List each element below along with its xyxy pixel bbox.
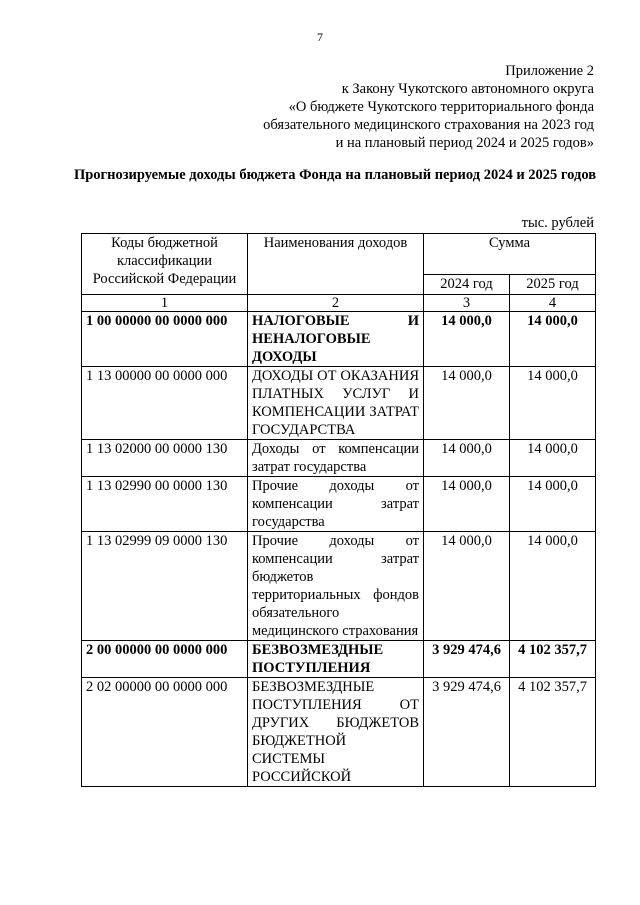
row-code: 2 02 00000 00 0000 000 xyxy=(82,678,248,787)
row-name: БЕЗВОЗМЕЗДНЫЕ ПОСТУПЛЕНИЯ ОТ ДРУГИХ БЮДЖЕТОВ БЮДЖЕТНОЙ СИСТЕМЫ РОССИЙСКОЙ xyxy=(248,678,424,787)
row-value-2024: 3 929 474,6 xyxy=(424,678,510,787)
row-value-2024: 14 000,0 xyxy=(424,477,510,532)
row-value-2025: 14 000,0 xyxy=(510,440,596,477)
row-name: БЕЗВОЗМЕЗДНЫЕ ПОСТУПЛЕНИЯ xyxy=(248,641,424,678)
column-number: 2 xyxy=(248,295,424,312)
appendix-line-2: к Закону Чукотского автономного округа xyxy=(341,81,594,97)
row-name: Доходы от компенсации затрат государства xyxy=(248,440,424,477)
row-name: НАЛОГОВЫЕ И НЕНАЛОГОВЫЕ ДОХОДЫ xyxy=(248,312,424,367)
document-title: Прогнозируемые доходы бюджета Фонда на плановый период 2024 и 2025 годов xyxy=(73,167,597,183)
units-label: тыс. рублей xyxy=(521,215,594,231)
row-value-2025: 4 102 357,7 xyxy=(510,678,596,787)
row-value-2025: 14 000,0 xyxy=(510,477,596,532)
row-value-2024: 14 000,0 xyxy=(424,312,510,367)
table-row xyxy=(82,440,596,477)
table-row xyxy=(82,678,596,787)
header-names: Наименования доходов xyxy=(248,234,424,295)
header-codes: Коды бюджетной классификации Российской Федерации xyxy=(82,234,248,295)
header-year-2025: 2025 год xyxy=(510,275,596,295)
appendix-block xyxy=(174,62,594,152)
row-code: 1 13 02990 00 0000 130 xyxy=(82,477,248,532)
row-value-2025: 14 000,0 xyxy=(510,532,596,641)
table-row xyxy=(82,477,596,532)
row-code: 1 13 00000 00 0000 000 xyxy=(82,367,248,440)
row-value-2025: 4 102 357,7 xyxy=(510,641,596,678)
table-row xyxy=(82,367,596,440)
header-sum: Сумма xyxy=(424,234,596,275)
row-name: ДОХОДЫ ОТ ОКАЗАНИЯ ПЛАТНЫХ УСЛУГ И КОМПЕНСАЦИИ ЗАТРАТ ГОСУДАРСТВА xyxy=(248,367,424,440)
row-name: Прочие доходы от компенсации затрат бюджетов территориальных фондов обязательного медицинского страхования xyxy=(248,532,424,641)
row-code: 2 00 00000 00 0000 000 xyxy=(82,641,248,678)
header-year-2024: 2024 год xyxy=(424,275,510,295)
column-number: 3 xyxy=(424,295,510,312)
row-code: 1 00 00000 00 0000 000 xyxy=(82,312,248,367)
table-row xyxy=(82,532,596,641)
appendix-line-4: обязательного медицинского страхования на 2023 год xyxy=(263,117,594,133)
column-number: 4 xyxy=(510,295,596,312)
row-name: Прочие доходы от компенсации затрат государства xyxy=(248,477,424,532)
page-number: 7 xyxy=(317,30,323,44)
table-row xyxy=(82,641,596,678)
row-value-2024: 14 000,0 xyxy=(424,440,510,477)
table-header-row xyxy=(82,234,596,275)
row-value-2025: 14 000,0 xyxy=(510,367,596,440)
row-code: 1 13 02000 00 0000 130 xyxy=(82,440,248,477)
row-value-2024: 3 929 474,6 xyxy=(424,641,510,678)
appendix-line-1: Приложение 2 xyxy=(505,63,594,79)
column-number: 1 xyxy=(82,295,248,312)
row-value-2025: 14 000,0 xyxy=(510,312,596,367)
column-number-row xyxy=(82,295,596,312)
row-code: 1 13 02999 09 0000 130 xyxy=(82,532,248,641)
revenue-table xyxy=(81,233,596,787)
appendix-line-3: «О бюджете Чукотского территориального фонда xyxy=(288,99,594,115)
table-row xyxy=(82,312,596,367)
row-value-2024: 14 000,0 xyxy=(424,367,510,440)
row-value-2024: 14 000,0 xyxy=(424,532,510,641)
appendix-line-5: и на плановый период 2024 и 2025 годов» xyxy=(335,135,594,151)
table-body xyxy=(82,312,596,787)
